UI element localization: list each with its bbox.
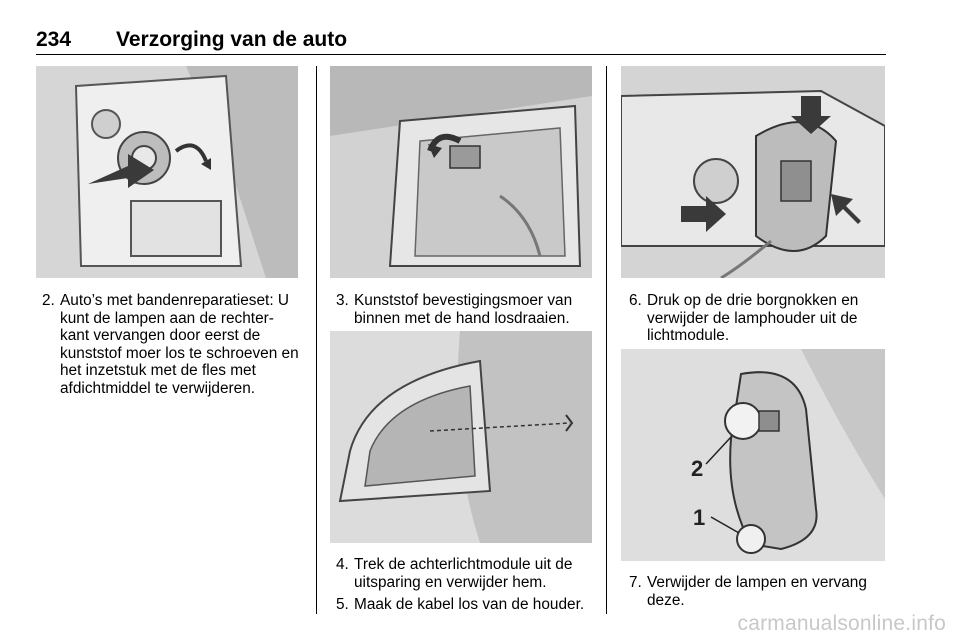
bulb-label-2: 2 [691, 456, 704, 481]
plastic-nut-icon [330, 66, 592, 278]
bulb-label-1: 1 [693, 505, 706, 530]
figure-plastic-nut [330, 66, 592, 278]
tail-light-module-removal-icon [330, 331, 592, 543]
step-number: 2. [42, 292, 55, 309]
tail-lamp-repair-kit-icon [36, 66, 298, 278]
page-header [36, 28, 886, 55]
step-number: 4. [336, 556, 349, 573]
step-text: Druk op de drie borgnokken en verwijder de lamphouder uit de lichtmodule. [647, 292, 859, 344]
step-number: 5. [336, 596, 349, 613]
column-divider-2 [606, 66, 607, 614]
watermark: carmanualsonline.info [737, 612, 946, 635]
step-text: Trek de achterlichtmodule uit de uitsparing en verwijder hem. [354, 556, 573, 591]
figure-bulb-replacement [621, 349, 885, 561]
page-number: 234 [36, 28, 72, 51]
figure-tail-light-module [330, 331, 592, 543]
chapter-title: Verzorging van de auto [116, 28, 348, 51]
step-text: Maak de kabel los van de houder. [354, 596, 585, 613]
figure-bulb-holder-release [621, 66, 885, 278]
step-number: 7. [629, 574, 642, 591]
bulb-holder-release-icon [621, 66, 885, 278]
step-text: Auto’s met bandenreparatieset: U kunt de lampen aan de rechter-kant vervangen door eerst de kunststof moer los te schroeven en het inzetstuk met de fles met afdichtmiddel te verwijderen. [60, 292, 299, 397]
step-text: Verwijder de lampen en vervang deze. [647, 574, 867, 609]
bulb-replacement-icon [621, 349, 885, 561]
figure-repair-kit-cover [36, 66, 298, 278]
column-divider-1 [316, 66, 317, 614]
step-number: 3. [336, 292, 349, 309]
step-text: Kunststof bevestigingsmoer van binnen met de hand losdraaien. [354, 292, 573, 327]
step-number: 6. [629, 292, 642, 309]
